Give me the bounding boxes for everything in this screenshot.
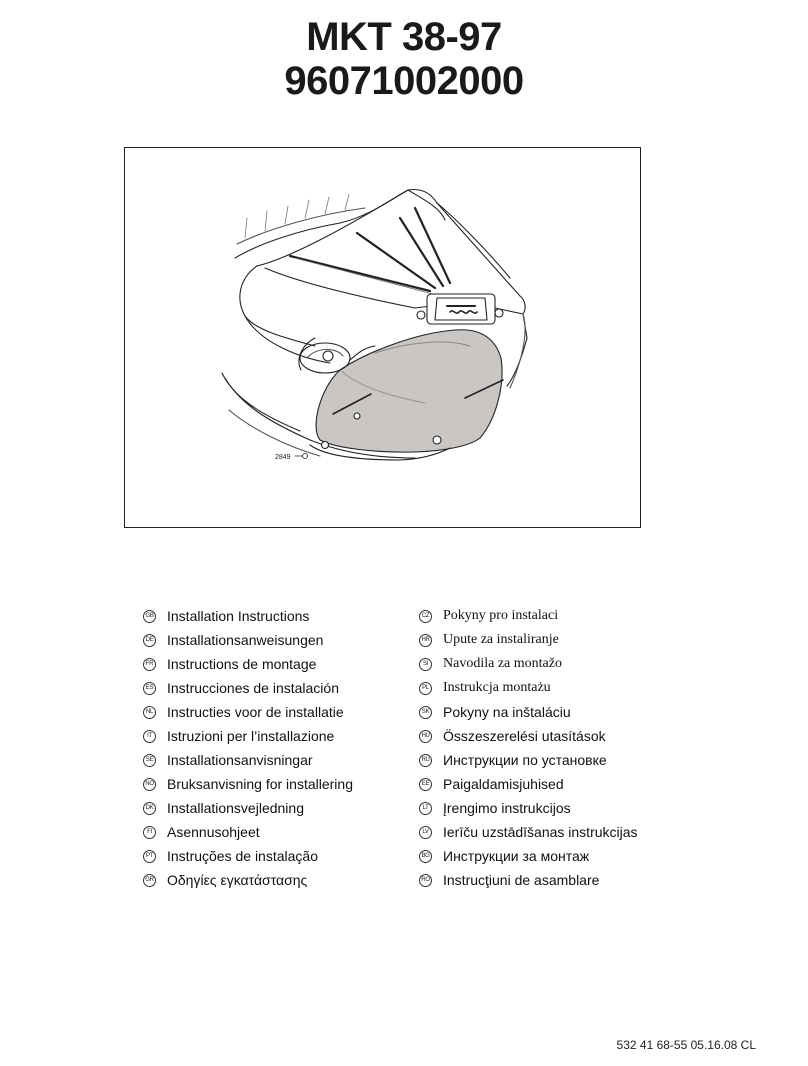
- list-item: [143, 748, 353, 772]
- list-item: [419, 724, 638, 748]
- language-label: Navodila za montažo: [443, 656, 562, 671]
- list-item: [143, 628, 353, 652]
- language-label: Pokyny pro instalaci: [443, 608, 559, 623]
- list-item: [143, 820, 353, 844]
- mower-deck-collector-icon: [125, 148, 642, 529]
- language-code-badge: GR: [143, 874, 156, 887]
- language-label: Instrucciones de instalación: [167, 680, 339, 696]
- language-code-badge: FR: [143, 658, 156, 671]
- list-item: [419, 676, 638, 700]
- list-item: [419, 748, 638, 772]
- language-code-badge: HR: [419, 634, 432, 647]
- list-item: [419, 700, 638, 724]
- language-code-badge: NO: [143, 778, 156, 791]
- language-label: Upute za instaliranje: [443, 632, 559, 647]
- language-code-badge: FI: [143, 826, 156, 839]
- language-code-badge: SI: [419, 658, 432, 671]
- list-item: [419, 868, 638, 892]
- language-label: Istruzioni per l’installazione: [167, 728, 335, 744]
- language-label: Instrukcja montażu: [443, 680, 551, 695]
- language-label: Инструкции за монтаж: [443, 848, 590, 864]
- language-label: Paigaldamisjuhised: [443, 776, 564, 792]
- language-label: Bruksanvisning for installering: [167, 776, 353, 792]
- document-code: 532 41 68-55 05.16.08 CL: [616, 1038, 756, 1052]
- list-item: [143, 604, 353, 628]
- list-item: [419, 628, 638, 652]
- list-item: [419, 844, 638, 868]
- language-label: Installationsanweisungen: [167, 632, 324, 648]
- list-item: [143, 676, 353, 700]
- model-title: MKT 38-97: [306, 15, 502, 59]
- list-item: [143, 844, 353, 868]
- language-label: Instrucţiuni de asamblare: [443, 872, 600, 888]
- language-label: Installation Instructions: [167, 608, 310, 624]
- language-label: Инструкции по установке: [443, 752, 607, 768]
- language-code-badge: GB: [143, 610, 156, 623]
- language-label: Instructies voor de installatie: [167, 704, 344, 720]
- figure-frame: [124, 147, 641, 528]
- language-label: Összeszerelési utasítások: [443, 728, 606, 744]
- language-code-badge: LT: [419, 802, 432, 815]
- language-code-badge: HU: [419, 730, 432, 743]
- language-code-badge: SK: [419, 706, 432, 719]
- language-label: Pokyny na inštaláciu: [443, 704, 571, 720]
- language-code-badge: IT: [143, 730, 156, 743]
- language-list-right: [419, 604, 638, 892]
- language-label: Οδηγίες εγκατάστασης: [167, 872, 308, 888]
- language-code-badge: PT: [143, 850, 156, 863]
- language-label: Ierīču uzstādīšanas instrukcijas: [443, 824, 638, 840]
- list-item: [419, 604, 638, 628]
- part-number-title: 96071002000: [284, 59, 524, 103]
- language-label: Asennusohjeet: [167, 824, 260, 840]
- list-item: [419, 772, 638, 796]
- language-code-badge: BG: [419, 850, 432, 863]
- language-label: Įrengimo instrukcijos: [443, 800, 571, 816]
- language-code-badge: PL: [419, 682, 432, 695]
- list-item: [143, 724, 353, 748]
- language-code-badge: DK: [143, 802, 156, 815]
- language-code-badge: SE: [143, 754, 156, 767]
- list-item: [419, 820, 638, 844]
- language-label: Instruções de instalação: [167, 848, 318, 864]
- figure-label: 2849: [275, 454, 291, 461]
- language-list-left: [143, 604, 353, 892]
- language-code-badge: LV: [419, 826, 432, 839]
- list-item: [419, 796, 638, 820]
- language-label: Installationsanvisningar: [167, 752, 313, 768]
- language-code-badge: DE: [143, 634, 156, 647]
- language-code-badge: EE: [419, 778, 432, 791]
- language-code-badge: RU: [419, 754, 432, 767]
- list-item: [143, 796, 353, 820]
- language-code-badge: ES: [143, 682, 156, 695]
- language-label: Instructions de montage: [167, 656, 317, 672]
- language-code-badge: RO: [419, 874, 432, 887]
- list-item: [143, 700, 353, 724]
- language-code-badge: CZ: [419, 610, 432, 623]
- list-item: [143, 772, 353, 796]
- language-code-badge: NL: [143, 706, 156, 719]
- list-item: [419, 652, 638, 676]
- list-item: [143, 868, 353, 892]
- language-label: Installationsvejledning: [167, 800, 304, 816]
- list-item: [143, 652, 353, 676]
